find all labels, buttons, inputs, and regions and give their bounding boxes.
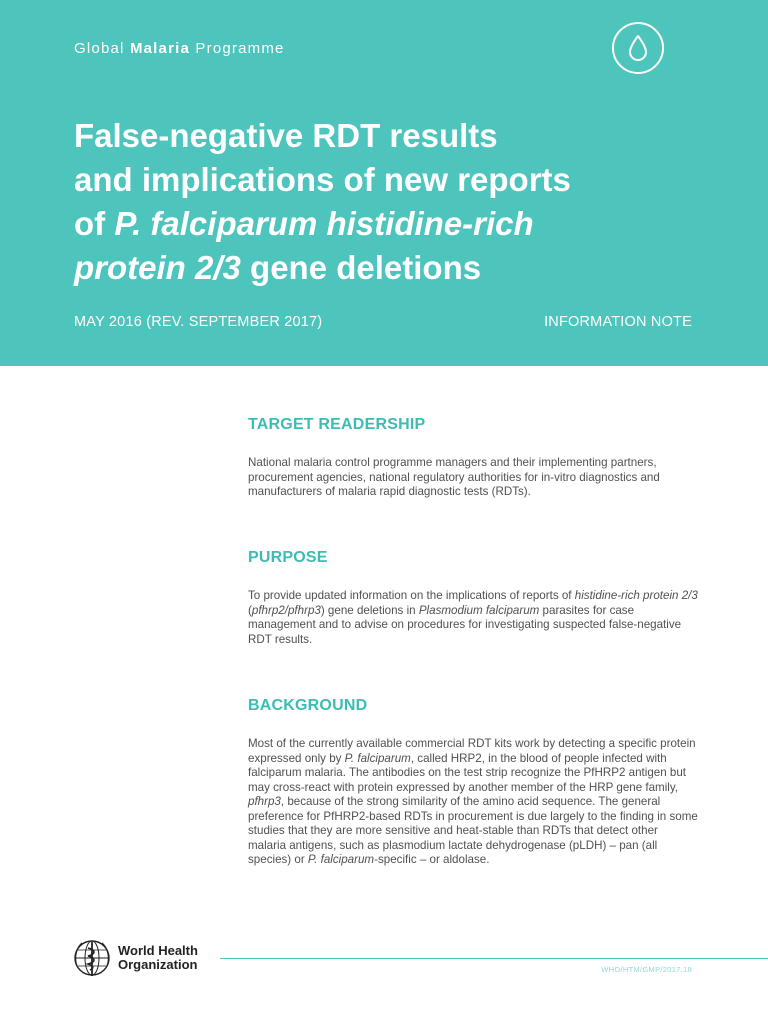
programme-suffix: Programme [190,40,285,57]
italic-run: pfhrp3 [248,795,281,808]
who-wordmark [118,944,198,972]
title-line-1: False-negative RDT results [74,117,498,154]
document-title [74,114,694,290]
text-run: -specific – or aldolase. [374,853,490,866]
text-run: , because of the strong similarity of the amino acid sequence. The general preference for PfHRP2-based RDTs in procurement is due largely to the finding in some studies that they are more sensitive and heat-stable than RDTs that detect other malaria antigens, such as plasmodium lactate dehydrogenase (pLDH) – pan (all species) or [248,795,698,866]
section-heading: PURPOSE [248,549,328,566]
text-run: Most of the currently available commercial RDT kits work by detecting a specific protein expressed only by [248,737,696,765]
programme-prefix: Global [74,40,130,57]
document-type: INFORMATION NOTE [544,314,692,330]
section-body [248,737,698,868]
section-purpose [248,549,698,647]
cover-header [0,0,768,366]
org-name-line-2: Organization [118,957,198,972]
italic-run: P. falciparum [307,853,375,866]
section-body [248,589,698,647]
programme-name [74,40,285,57]
section-heading: BACKGROUND [248,697,368,714]
section-heading: TARGET READERSHIP [248,416,426,433]
text-run: , called HRP2, in the blood of people infected with falciparum malaria. The antibodies on the test strip recognize the PfHRP2 antigen but may cross-react with protein expressed by another member of the HRP gene family, [248,751,687,794]
programme-bold: Malaria [129,40,191,57]
title-line-3-italic: P. falciparum histidine-rich [114,205,534,242]
publication-date: MAY 2016 (REV. SEPTEMBER 2017) [74,314,323,330]
text-run: To provide updated information on the implications of reports of [248,589,575,602]
text-run: ) gene deletions in [320,603,419,617]
italic-run: histidine-rich protein 2/3 [574,589,698,602]
document-code: WHO/HTM/GMP/2017.18 [601,965,692,974]
italic-run: Plasmodium falciparum [418,603,540,617]
who-logo [72,938,198,978]
title-line-3-prefix: of [74,205,115,242]
section-target-readership [248,416,698,500]
title-line-4-suffix: gene deletions [240,249,482,286]
section-body: National malaria control programme managers and their implementing partners, procurement agencies, national regulatory authorities for in-vitro diagnostics and manufacturers of malaria rapid diagnostic tests (RDTs). [248,456,660,498]
section-background [248,697,698,868]
title-line-4-italic: protein 2/3 [74,249,241,286]
who-emblem-icon [72,938,112,978]
title-line-2: and implications of new reports [74,161,571,198]
text-run: ( [248,603,252,617]
org-name-line-1: World Health [118,943,198,958]
text-run: parasites for case management and to advise on procedures for investigating suspected false-negative RDT results. [248,603,682,646]
italic-run: P. falciparum [344,751,411,765]
water-drop-icon [610,20,666,76]
italic-run: pfhrp2/pfhrp3 [251,603,321,617]
footer-divider [220,958,768,959]
